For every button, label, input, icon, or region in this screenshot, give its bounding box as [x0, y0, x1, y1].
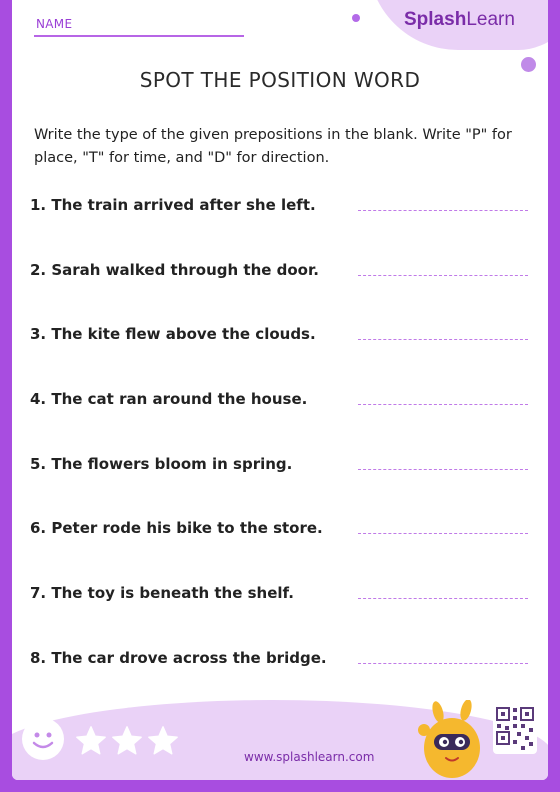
question-item: [30, 325, 530, 345]
star-icon: [146, 724, 180, 758]
question-item: [30, 390, 530, 410]
logo-regular-text: Learn: [466, 9, 515, 30]
decorative-dot: [352, 14, 360, 22]
qr-code-icon[interactable]: [493, 704, 537, 754]
worksheet-page: [12, 0, 548, 780]
question-item: [30, 455, 530, 475]
answer-blank[interactable]: [358, 275, 528, 276]
star-icon: [74, 724, 108, 758]
question-item: [30, 649, 530, 669]
answer-blank[interactable]: [358, 404, 528, 405]
page-title: SPOT THE POSITION WORD: [139, 68, 421, 92]
question-item: [30, 519, 530, 539]
star-icon: [110, 724, 144, 758]
question-item: [30, 261, 530, 281]
answer-blank[interactable]: [358, 598, 528, 599]
question-text: 1. The train arrived after she left.: [30, 196, 316, 214]
answer-blank[interactable]: [358, 469, 528, 470]
question-text: 8. The car drove across the bridge.: [30, 649, 327, 667]
question-text: 3. The kite flew above the clouds.: [30, 325, 316, 343]
logo-bold-text: Splash: [404, 9, 467, 30]
answer-blank[interactable]: [358, 339, 528, 340]
splashlearn-logo: [404, 9, 515, 31]
question-item: [30, 584, 530, 604]
question-text: 4. The cat ran around the house.: [30, 390, 308, 408]
name-line[interactable]: [34, 35, 244, 37]
website-url[interactable]: www.splashlearn.com: [244, 750, 375, 764]
question-text: 2. Sarah walked through the door.: [30, 261, 319, 279]
question-text: 7. The toy is beneath the shelf.: [30, 584, 294, 602]
answer-blank[interactable]: [358, 533, 528, 534]
question-text: 5. The flowers bloom in spring.: [30, 455, 293, 473]
smiley-icon: [22, 718, 64, 760]
name-label: NAME: [36, 17, 73, 31]
answer-blank[interactable]: [358, 210, 528, 211]
answer-blank[interactable]: [358, 663, 528, 664]
question-item: [30, 196, 530, 216]
instructions: Write the type of the given prepositions in the blank. Write "P" for place, "T" for time, and "D" for direction.: [34, 127, 512, 166]
question-text: 6. Peter rode his bike to the store.: [30, 519, 323, 537]
